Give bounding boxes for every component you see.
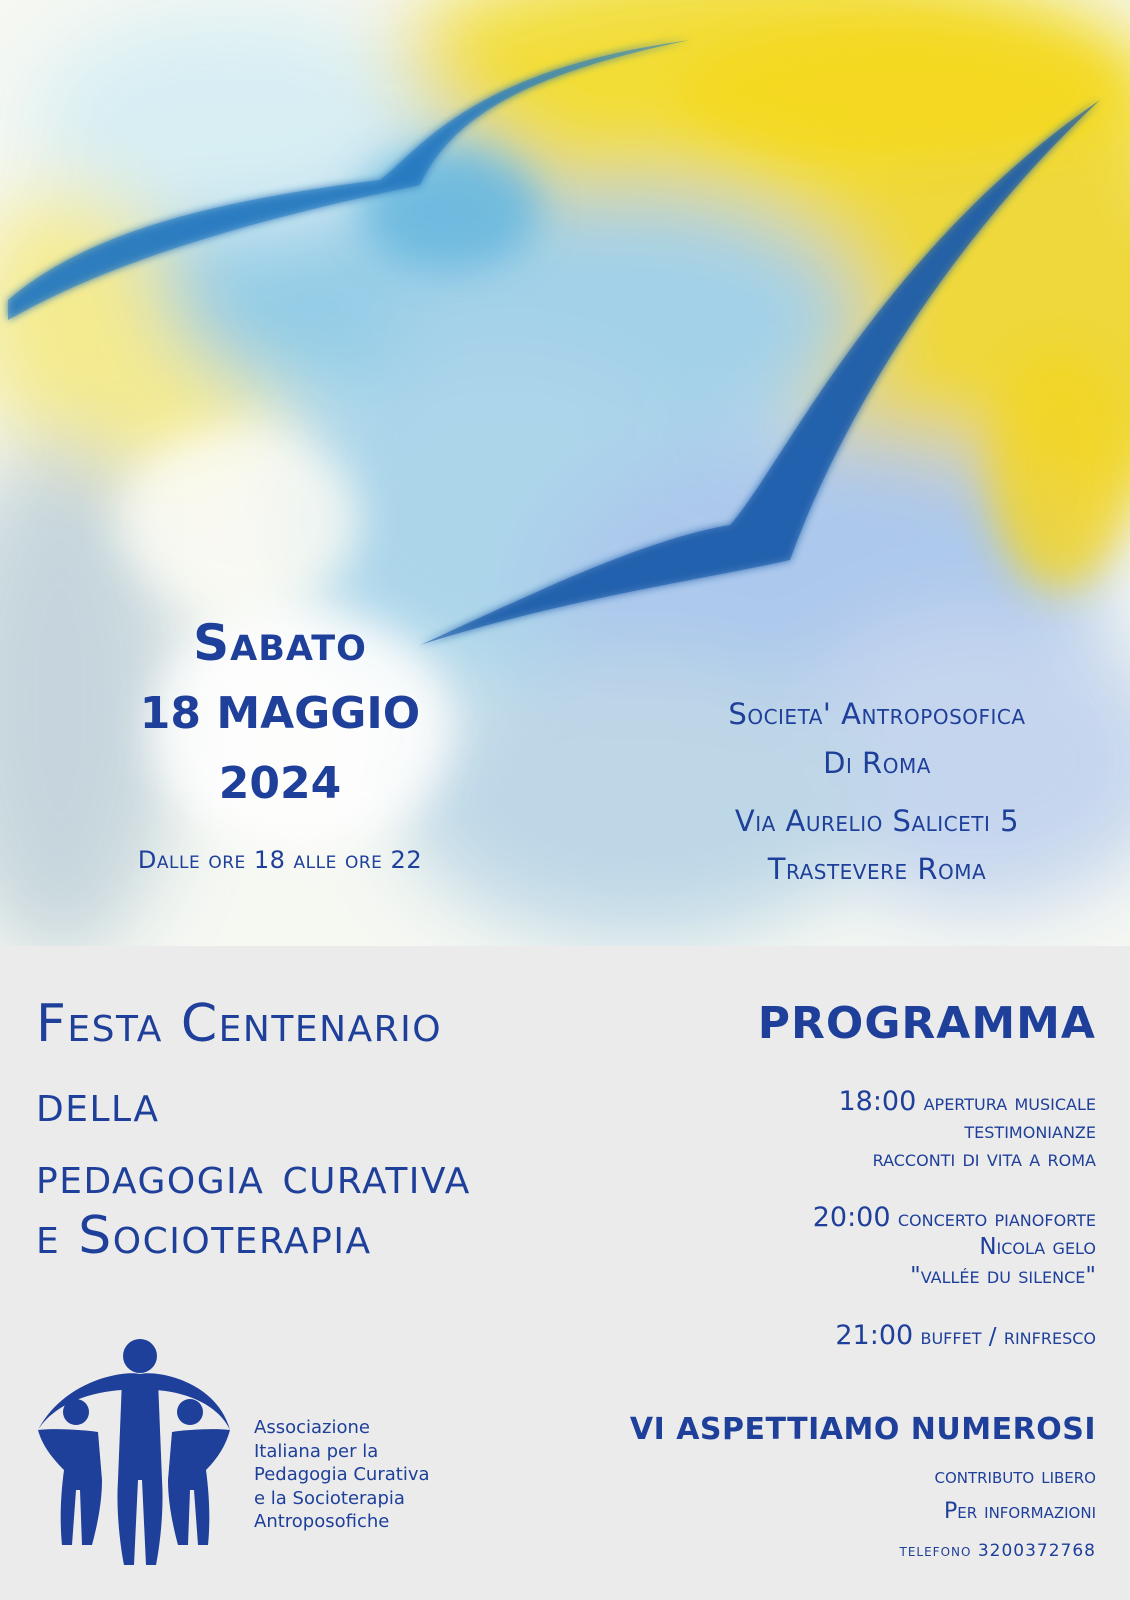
- program-item: [910, 1263, 1096, 1289]
- program-text: buffet / rinfresco: [920, 1324, 1096, 1350]
- event-title-line-4: e Socioterapia: [36, 1206, 372, 1266]
- program-text: "vallée du silence": [910, 1263, 1096, 1289]
- association-line: Antroposofiche: [254, 1511, 390, 1532]
- program-text: apertura musicale: [923, 1090, 1096, 1116]
- program-item: [873, 1146, 1096, 1172]
- program-text: testimonianze: [964, 1118, 1096, 1144]
- association-line: Associazione: [254, 1417, 370, 1438]
- association-line: e la Socioterapia: [254, 1487, 405, 1509]
- venue-city: Di Roma: [823, 746, 931, 780]
- association-line: Italiana per la: [254, 1440, 379, 1462]
- program-time: 21:00: [835, 1320, 914, 1351]
- association-logo: [34, 1330, 234, 1570]
- program-item: [979, 1234, 1096, 1260]
- contribution-text: contributo libero: [934, 1464, 1096, 1489]
- program-item: [813, 1202, 1096, 1233]
- association-line: Pedagogia Curativa: [254, 1464, 430, 1485]
- program-text: Nicola gelo: [979, 1234, 1096, 1260]
- event-year: 2024: [218, 758, 342, 809]
- welcome-text: VI ASPETTIAMO NUMEROSI: [629, 1412, 1096, 1447]
- event-title-line-1: Festa Centenario: [36, 994, 443, 1054]
- venue-address: Via Aurelio Saliceti 5: [734, 804, 1020, 838]
- program-text: racconti di vita a roma: [872, 1146, 1096, 1172]
- program-item: [835, 1320, 1096, 1351]
- program-text: concerto pianoforte: [897, 1206, 1096, 1232]
- event-hours: Dalle ore 18 alle ore 22: [137, 846, 423, 874]
- program-item: [838, 1086, 1096, 1117]
- program-time: 20:00: [812, 1202, 891, 1233]
- event-title-line-2: della: [36, 1074, 160, 1134]
- event-day: Sabato: [193, 614, 367, 672]
- phone-number: telefono 3200372768: [899, 1541, 1096, 1561]
- association-name: [254, 1416, 430, 1534]
- program-heading: PROGRAMMA: [757, 998, 1096, 1049]
- venue-district: Trastevere Roma: [767, 852, 987, 886]
- event-title-line-3: pedagogia curativa: [36, 1146, 471, 1206]
- program-time: 18:00: [838, 1086, 917, 1117]
- event-date: 18 MAGGIO: [139, 688, 421, 739]
- venue-name: Societa' Antroposofica: [728, 697, 1026, 731]
- program-item: [964, 1118, 1096, 1144]
- info-text: Per informazioni: [943, 1499, 1096, 1524]
